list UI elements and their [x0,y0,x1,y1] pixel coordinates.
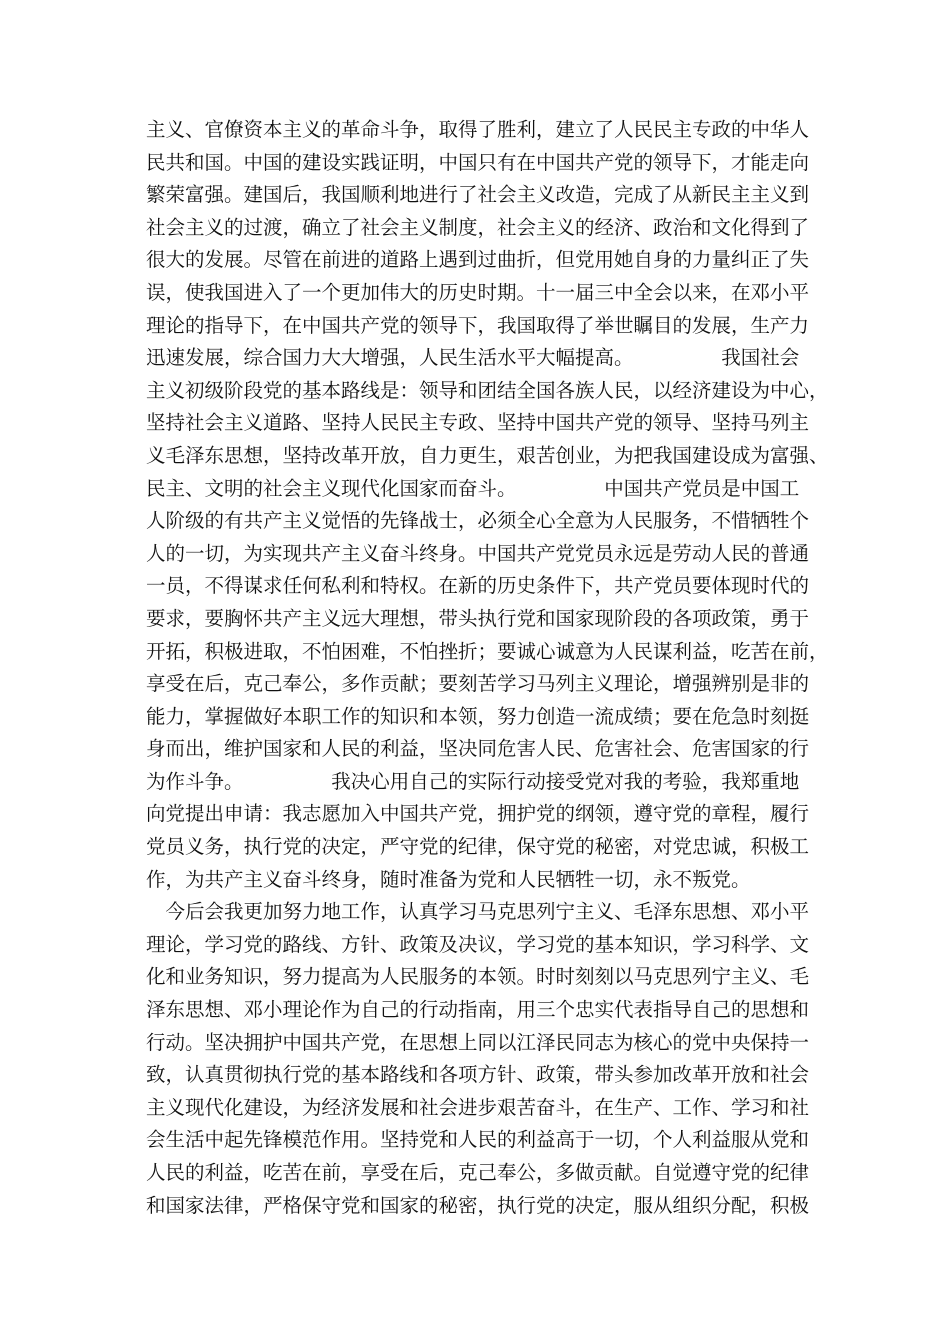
text-line: 很大的发展。尽管在前进的道路上遇到过曲折，但党用她自身的力量纠正了失 [146,248,810,272]
text-line: 为作斗争。 我决心用自己的实际行动接受党对我的考验，我郑重地 [146,769,800,793]
text-line: 要求，要胸怀共产主义远大理想，带头执行党和国家现阶段的各项政策，勇于 [146,606,810,630]
text-line: 人阶级的有共产主义觉悟的先锋战士，必须全心全意为人民服务，不惜牺牲个 [146,509,810,533]
text-line: 人民的利益，吃苦在前，享受在后，克己奉公，多做贡献。自觉遵守党的纪律 [146,1161,810,1184]
text-line: 迅速发展，综合国力大大增强，人民生活水平大幅提高。 我国社会 [146,346,800,370]
body-text [146,114,829,1222]
text-line: 今后会我更加努力地工作，认真学习马克思列宁主义、毛泽东思想、邓小平 [146,900,810,924]
text-line: 坚持社会主义道路、坚持人民民主专政、坚持中国共产党的领导、坚持马列主 [146,411,810,435]
text-line: 理论，学习党的路线、方针、政策及决议，学习党的基本知识，学习科学、文 [146,932,810,956]
text-line: 泽东思想、邓小理论作为自己的行动指南，用三个忠实代表指导自己的思想和 [146,998,810,1022]
text-line: 社会主义的过渡，确立了社会主义制度，社会主义的经济、政治和文化得到了 [146,215,810,239]
text-line: 误，使我国进入了一个更加伟大的历史时期。十一届三中全会以来，在邓小平 [146,280,810,304]
text-line: 会生活中起先锋模范作用。坚持党和人民的利益高于一切，个人利益服从党和 [146,1128,810,1152]
text-line: 民主、文明的社会主义现代化国家而奋斗。 中国共产党员是中国工 [146,476,800,500]
text-line: 民共和国。中国的建设实践证明，中国只有在中国共产党的领导下，才能走向 [146,150,810,174]
text-line: 主义现代化建设，为经济发展和社会进步艰苦奋斗，在生产、工作、学习和社 [146,1095,810,1119]
text-line: 和国家法律，严格保守党和国家的秘密，执行党的决定，服从组织分配，积极 [146,1193,810,1217]
text-line: 主义初级阶段党的基本路线是：领导和团结全国各族人民，以经济建设为中心， [146,378,829,402]
text-line: 作，为共产主义奋斗终身，随时准备为党和人民牺牲一切，永不叛党。 [146,867,751,891]
text-line: 身而出，维护国家和人民的利益，坚决同危害人民、危害社会、危害国家的行 [146,737,810,761]
text-line: 繁荣富强。建国后，我国顺利地进行了社会主义改造，完成了从新民主主义到 [146,183,810,207]
text-line: 义毛泽东思想，坚持改革开放，自力更生，艰苦创业，为把我国建设成为富强、 [146,443,829,467]
text-line: 主义、官僚资本主义的革命斗争，取得了胜利，建立了人民民主专政的中华人 [146,118,810,141]
text-line: 能力，掌握做好本职工作的知识和本领，努力创造一流成绩；要在危急时刻挺 [146,704,810,728]
text-line: 行动。坚决拥护中国共产党，在思想上同以江泽民同志为核心的党中央保持一 [146,1030,810,1054]
text-line: 致，认真贯彻执行党的基本路线和各项方针、政策，带头参加改革开放和社会 [146,1063,810,1087]
text-line: 享受在后，克己奉公，多作贡献；要刻苦学习马列主义理论，增强辨别是非的 [146,672,810,696]
text-line: 向党提出申请：我志愿加入中国共产党，拥护党的纲领，遵守党的章程，履行 [146,802,810,826]
text-line: 党员义务，执行党的决定，严守党的纪律，保守党的秘密，对党忠诚，积极工 [146,835,810,859]
text-line: 人的一切，为实现共产主义奋斗终身。中国共产党党员永远是劳动人民的普通 [146,541,810,565]
text-line: 化和业务知识，努力提高为人民服务的本领。时时刻刻以马克思列宁主义、毛 [146,965,810,989]
text-line: 理论的指导下，在中国共产党的领导下，我国取得了举世瞩目的发展，生产力 [146,313,810,337]
text-line: 一员，不得谋求任何私利和特权。在新的历史条件下，共产党员要体现时代的 [146,574,810,598]
text-line: 开拓，积极进取，不怕困难，不怕挫折；要诚心诚意为人民谋利益，吃苦在前， [146,639,829,663]
